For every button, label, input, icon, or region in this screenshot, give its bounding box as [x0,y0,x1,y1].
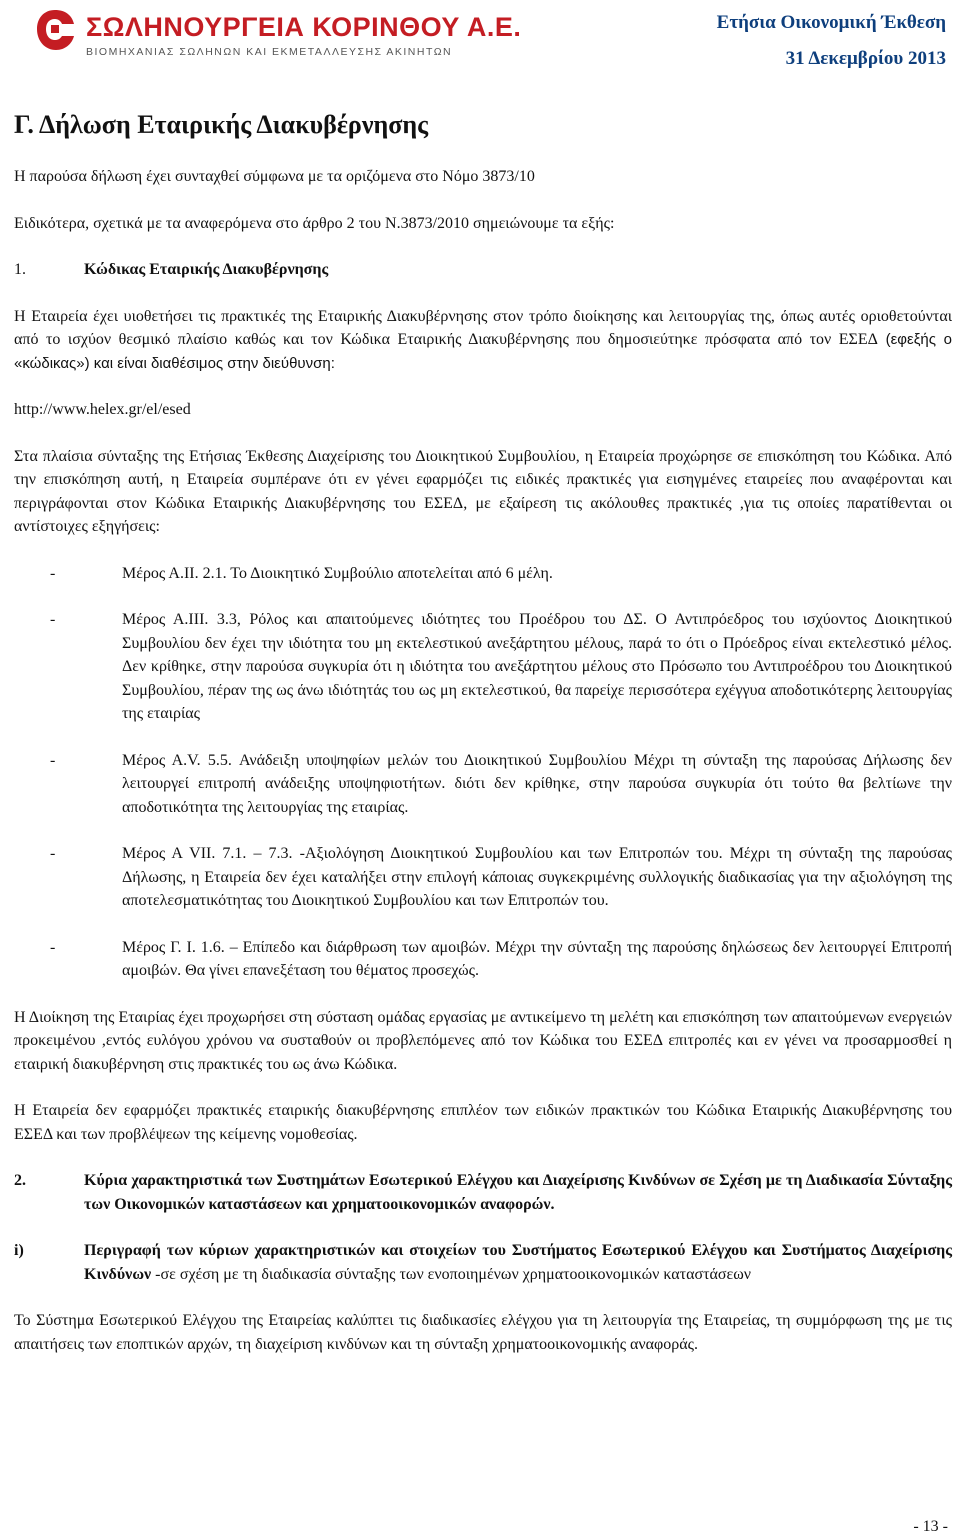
subsection-number: 2. [14,1172,26,1189]
code-paragraph-text: Η Εταιρεία έχει υιοθετήσει τις πρακτικές της Εταιρικής Διακυβέρνησης στον τρόπο διοίκησης και λειτουργίας της, όπως αυτές οριοθετούνται από το ισχύον θεσμικό πλαίσιο καθώς και τον Κώδικα Εταιρικής Διακυβέρνησης που δημοσιεύτηκε πρόσφατα από τον ΕΣΕΔ [14,307,952,348]
internal-control-paragraph: Το Σύστημα Εσωτερικού Ελέγχου της Εταιρείας καλύπτει τις διαδικασίες ελέγχου για τη λειτουργία της Εταιρείας, τη συμμόρφωση της με τις απαιτήσεις των εποπτικών αρχών, τη διαχείριση κινδύνων και τη σύνταξη χρηματοοικονομικής αναφοράς. [14,1312,952,1353]
subsection-number: 1. [14,261,26,278]
exception-text: Μέρος Α.ΙΙ. 2.1. Το Διοικητικό Συμβούλιο αποτελείται από 6 μέλη. [122,564,553,582]
report-title: Ετήσια Οικονομική Έκθεση [716,12,946,33]
code-paragraph [14,305,952,376]
subsection-number: i) [14,1242,24,1259]
subsection-title: Περιγραφή των κύριων χαρακτηριστικών και στοιχείων του Συστήματος Εσωτερικού Ελέγχου και Συστήματος Διαχείρισης Κινδύνων [84,1242,952,1283]
company-tagline: ΒΙΟΜΗΧΑΝΙΑΣ ΣΩΛΗΝΩΝ ΚΑΙ ΕΚΜΕΤΑΛΛΕΥΣΗΣ ΑΚΙΝΗΤΩΝ [86,46,453,58]
exception-text: Μέρος Α.ΙΙΙ. 3.3, Ρόλος και απαιτούμενες ιδιότητες του Προέδρου του ΔΣ. Ο Αντιπρόεδρος του ισχύοντος Διοικητικού Συμβουλίου δεν έχει την ιδιότητα του μη εκτελεστικού ανεξάρτητου μέλους, παρά το ότι ο Πρόεδρος είναι εκτελεστικό μέλος. Δεν κρίθηκε, στην παρούσα συγκυρία ότι η ιδιότητα του ανεξάρτητου μέλους στο Πρόσωπο του Αντιπροέδρου του Διοικητικού Συμβουλίου, πέραν της ως άνω ιδιότητάς του ως μη εκτελεστικού, θα παρείχε περισσότερα εχέγγυα αποδοτικότερης λειτουργίας της εταιρίας [122,611,952,722]
intro-paragraph-1: Η παρούσα δήλωση έχει συνταχθεί σύμφωνα με τα οριζόμενα στο Νόμο 3873/10 [14,168,535,185]
report-header [717,10,946,72]
list-dash: - [50,564,56,582]
practices-paragraph: Η Εταιρεία δεν εφαρμόζει πρακτικές εταιρικής διακυβέρνησης επιπλέον των ειδικών πρακτικών του Κώδικα Εταιρικής Διακυβέρνησης του ΕΣΕΔ και των προβλέψεων της κείμενης νομοθεσίας. [14,1102,952,1143]
exception-item [14,608,952,726]
review-paragraph: Στα πλαίσια σύνταξης της Ετήσιας Έκθεσης Διαχείρισης του Διοικητικού Συμβουλίου, η Εταιρεία προχώρησε σε επισκόπηση του Κώδικα. Από την επισκόπηση αυτή, η Εταιρεία συμπέρανε ότι εν γένει εφαρμόζει τις ειδικές πρακτικές για εισηγμένες εταιρείες που αναφέρονται και περιγράφονται στον Κώδικα Εταιρικής Διακυβέρνησης του ΕΣΕΔ, με εξαίρεση τις ακόλουθες πρακτικές ,για τις οποίες παρατίθενται οι αντίστοιχες εξηγήσεις: [14,447,952,535]
exception-text: Μέρος Γ. Ι. 1.6. – Επίπεδο και διάρθρωση των αμοιβών. Μέχρι την σύνταξη της παρούσης δηλώσεως δεν λειτουργεί Επιτροπή αμοιβών. Θα γίνει επανεξέταση του θέματος προσεχώς. [122,938,952,979]
list-dash: - [50,845,56,862]
list-dash: - [50,611,56,628]
exception-item [14,749,952,820]
subsection-i-heading [14,1239,952,1286]
document-body [14,108,952,1356]
subsection-title: Κώδικας Εταιρικής Διακυβέρνησης [84,261,329,278]
intro-paragraph-2: Ειδικότερα, σχετικά με τα αναφερόμενα στο άρθρο 2 του Ν.3873/2010 σημειώνουμε τα εξής: [14,214,615,232]
exception-text: Μέρος Α VII. 7.1. – 7.3. -Αξιολόγηση Διοικητικού Συμβουλίου και των Επιτροπών του. Μέχρι τη σύνταξη της παρούσας Δήλωσης, η Εταιρεία δεν έχει καταλήξει στην επιλογή κάποιας συγκεκριμένης συλλογικής διαδικασίας για την αξιολόγηση της αποτελεσματικότητας του Διοικητικού Συμβουλίου και των Επιτροπών του. [122,845,952,909]
list-dash: - [50,751,56,769]
exception-item [14,936,952,983]
company-emblem-icon [34,8,76,52]
company-logo [34,8,522,68]
code-url: http://www.helex.gr/el/esed [14,401,191,418]
list-dash: - [50,938,56,956]
subsection-title-rest: -σε σχέση με τη διαδικασία σύνταξης των ενοποιημένων χρηματοοικονομικών καταστάσεων [151,1265,751,1283]
report-date: 31 Δεκεμβρίου 2013 [785,48,946,69]
exception-item [14,842,952,913]
page-number: - 13 - [913,1518,948,1535]
committees-paragraph: Η Διοίκηση της Εταιρίας έχει προχωρήσει στη σύσταση ομάδας εργασίας με αντικείμενο τη μελέτη και επισκόπηση των απαιτούμενων ενεργειών προκειμένου ,εντός ευλόγου χρόνου να συσταθούν οι προβλεπόμενες από τον Κώδικα του ΕΣΕΔ επιτροπές και εν γένει να προσαρμοσθεί η εταιρική διακυβέρνηση στις πρακτικές του ως άνω Κώδικα. [14,1008,952,1073]
exception-item [14,562,952,586]
subsection-2-heading [14,1169,952,1216]
exception-text: Μέρος Α.V. 5.5. Ανάδειξη υποψηφίων μελών του Διοικητικού Συμβουλίου Μέχρι τη σύνταξη της παρούσας Δήλωσης δεν λειτουργεί επιτροπή ανάδειξης υποψηφιοτήτων. διότι δεν κρίθηκε, στην παρούσα συγκυρία ότι τούτο θα βελτίωνε την αποδοτικότητα της λειτουργίας της εταιρίας. [122,751,952,816]
section-title: Γ. Δήλωση Εταιρικής Διακυβέρνησης [14,110,429,139]
code-paragraph-tail: (εφεξής ο «κώδικας») και είναι διαθέσιμος στην διεύθυνση: [14,331,953,372]
company-name: ΣΩΛΗΝΟΥΡΓΕΙΑ ΚΟΡΙΝΘΟΥ Α.Ε. [86,12,522,42]
subsection-1-heading [14,258,952,282]
subsection-title: Κύρια χαρακτηριστικά των Συστημάτων Εσωτερικού Ελέγχου και Διαχείρισης Κινδύνων σε Σχέση με τη Διαδικασία Σύνταξης των Οικονομικών καταστάσεων και χρηματοοικονομικών αναφορών. [84,1172,952,1213]
